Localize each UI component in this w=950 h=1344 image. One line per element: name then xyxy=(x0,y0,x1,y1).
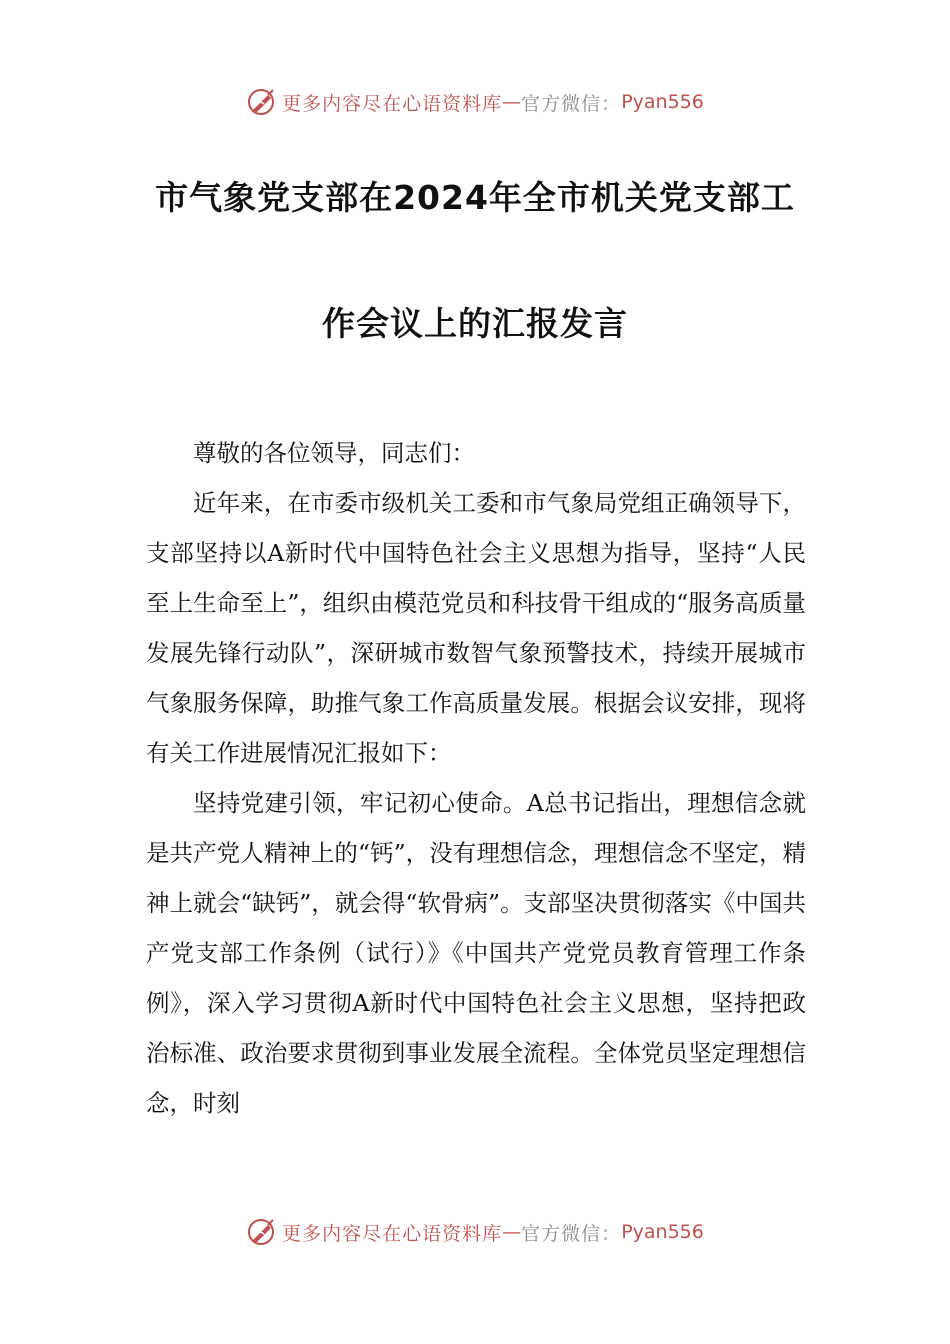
watermark-banner-bottom xyxy=(0,1212,950,1252)
watermark-wechat-id: Pyan556 xyxy=(621,91,704,113)
watermark-wechat-label: 官方微信： xyxy=(521,92,622,115)
document-title-line-1: 市气象党支部在2024年全市机关党支部工 xyxy=(155,178,795,217)
document-title-line-2: 作会议上的汇报发言 xyxy=(322,304,628,343)
watermark-dash: — xyxy=(502,1221,522,1243)
watermark-wechat-id: Pyan556 xyxy=(621,1221,704,1243)
watermark-wechat-label: 官方微信： xyxy=(521,1222,622,1245)
salutation-paragraph: 尊敬的各位领导，同志们： xyxy=(193,439,475,467)
watermark-banner-top xyxy=(0,82,950,122)
pen-logo-icon xyxy=(246,1216,278,1248)
watermark-text: 更多内容尽在心语资料库 xyxy=(282,1222,503,1245)
section-paragraph: 坚持党建引领，牢记初心使命。A总书记指出，理想信念就是共产党人精神上的“钙”，没有理想信念，理想信念不坚定，精神上就会“缺钙”，就会得“软骨病”。支部坚决贯彻落实《中国共产党支部工作条例（试行）》《中国共产党党员教育管理工作条例》，深入学习贯彻A新时代中国特色社会主义思想，坚持把政治标准、政治要求贯彻到事业发展全流程。全体党员坚定理想信念，时刻 xyxy=(146,789,806,1117)
document-body xyxy=(146,428,806,1128)
watermark-dash: — xyxy=(502,91,522,113)
watermark-text: 更多内容尽在心语资料库 xyxy=(282,92,503,115)
pen-logo-icon xyxy=(246,86,278,118)
intro-paragraph: 近年来，在市委市级机关工委和市气象局党组正确领导下，支部坚持以A新时代中国特色社会主义思想为指导，坚持“人民至上生命至上”，组织由模范党员和科技骨干组成的“服务高质量发展先锋行动队”，深研城市数智气象预警技术，持续开展城市气象服务保障，助推气象工作高质量发展。根据会议安排，现将有关工作进展情况汇报如下： xyxy=(146,489,806,767)
